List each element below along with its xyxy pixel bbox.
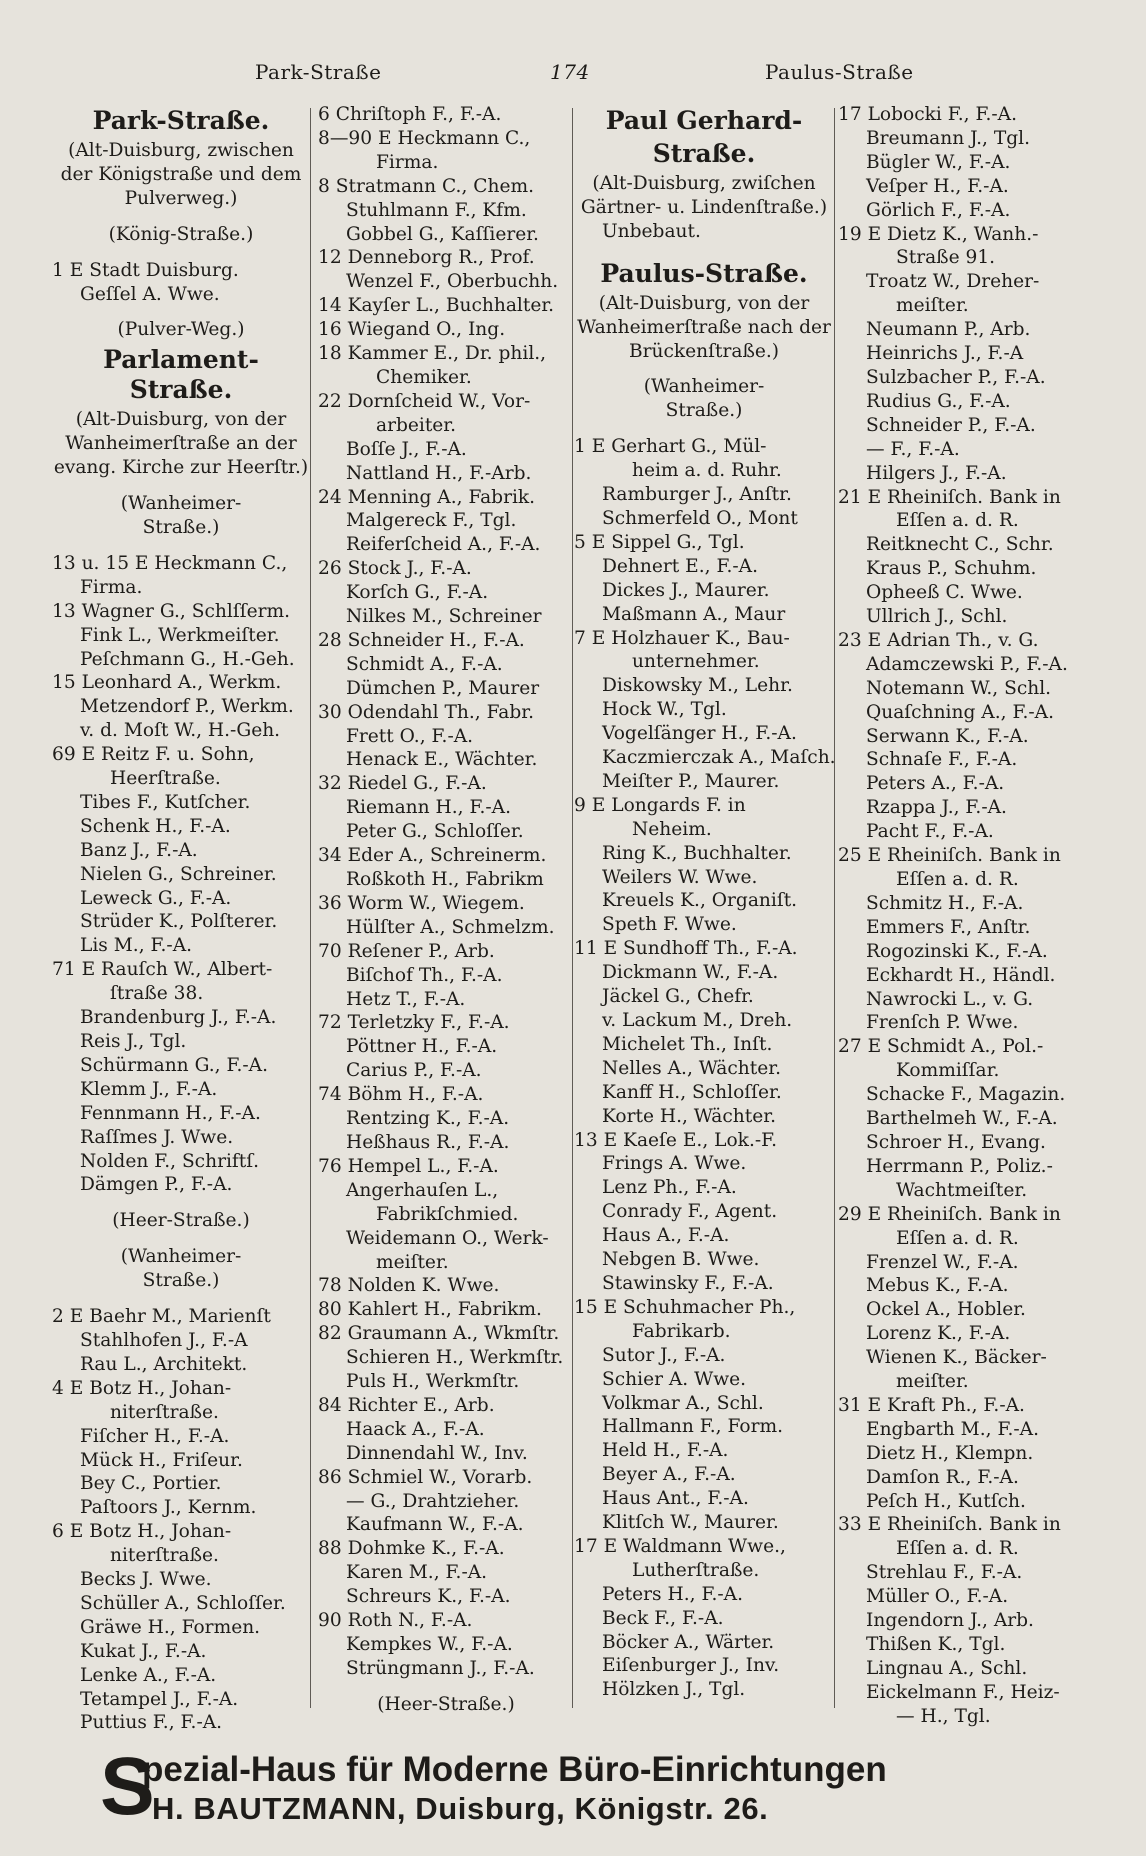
spacer: [52, 1293, 310, 1305]
entry-continuation: Kommiſſar.: [896, 1060, 1000, 1082]
column-3: [574, 103, 834, 1713]
house-number-entry: 82 Graumann A., Wkmſtr.: [318, 1323, 560, 1345]
spacer: [574, 423, 834, 435]
house-number-entry: 16 Wiegand O., Ing.: [318, 319, 506, 341]
house-number-entry: 6 Chriſtoph F., F.-A.: [318, 104, 502, 125]
resident-entry: Peſchmann G., H.-Geh.: [80, 648, 295, 670]
resident-entry: Haus Ant., F.-A.: [602, 1488, 749, 1510]
resident-entry: Ramburger J., Anſtr.: [602, 484, 792, 506]
spacer: [52, 1197, 310, 1209]
spacer: [52, 1233, 310, 1245]
spacer: [52, 540, 310, 552]
house-number-entry: 9 E Longards F. in: [574, 794, 746, 816]
resident-entry: Rzappa J., F.-A.: [866, 797, 1007, 819]
resident-entry: Heinrichs J., F.-A: [866, 343, 1024, 365]
resident-entry: Emmers F., Anſtr.: [866, 916, 1031, 938]
resident-entry: Schenk H., F.-A.: [80, 815, 231, 837]
street-note: (Alt-Duisburg, zwiſchen: [592, 173, 816, 194]
resident-entry: Opheeß C. Wwe.: [866, 582, 1023, 604]
resident-entry: Puls H., Werkmſtr.: [346, 1371, 520, 1393]
house-number-entry: 5 E Sippel G., Tgl.: [574, 531, 745, 553]
resident-entry: Thißen K., Tgl.: [866, 1634, 1006, 1655]
house-number-entry: 74 Böhm H., F.-A.: [318, 1084, 484, 1106]
resident-entry: Hilgers J., F.-A.: [866, 462, 1007, 484]
resident-entry: Damſon R., F.-A.: [866, 1466, 1019, 1488]
column-rule: [834, 108, 835, 1708]
ad-initial-letter: S: [100, 1741, 155, 1832]
house-number-entry: 15 E Schuhmacher Ph.,: [574, 1296, 796, 1318]
house-number-entry: 17 Lobocki F., F.-A.: [838, 104, 1018, 125]
resident-entry: Haus A., F.-A.: [602, 1225, 730, 1247]
resident-entry: Beck F., F.-A.: [602, 1607, 724, 1629]
resident-entry: Puttius F., F.-A.: [80, 1712, 223, 1734]
resident-entry: Paſtoors J., Kernm.: [80, 1497, 257, 1519]
street-note: evang. Kirche zur Heerſtr.): [53, 457, 309, 479]
spacer: [574, 244, 834, 256]
resident-entry: Held H., F.-A.: [602, 1440, 729, 1462]
house-number-entry: 13 u. 15 E Heckmann C.,: [52, 552, 288, 574]
resident-entry: Beyer A., F.-A.: [602, 1464, 736, 1486]
resident-entry: Dinnendahl W., Inv.: [346, 1442, 528, 1464]
house-number-entry: 4 E Botz H., Johan-: [52, 1377, 232, 1399]
entry-continuation: Eſſen a. d. R.: [896, 1538, 1019, 1560]
resident-entry: Meiſter P., Maurer.: [602, 770, 780, 792]
resident-entry: Ullrich J., Schl.: [866, 606, 1008, 628]
running-header-right: Paulus-Straße: [765, 60, 914, 84]
street-heading: Park-Straße.: [92, 106, 270, 135]
resident-entry: Conrady F., Agent.: [602, 1201, 778, 1223]
house-number-entry: 32 Riedel G., F.-A.: [318, 773, 487, 795]
resident-entry: Lis M., F.-A.: [80, 935, 193, 957]
house-number-entry: 78 Nolden K. Wwe.: [318, 1275, 500, 1297]
resident-entry: Mück H., Friſeur.: [80, 1449, 243, 1471]
street-heading: Paul Gerhard-: [605, 106, 803, 135]
resident-entry: Roßkoth H., Fabrikm: [346, 869, 544, 890]
resident-entry: Nelles A., Wächter.: [602, 1057, 781, 1079]
entry-continuation: Lutherſtraße.: [632, 1559, 760, 1581]
resident-entry: Kaufmann W., F.-A.: [346, 1514, 524, 1536]
resident-entry: Dickmann W., F.-A.: [602, 962, 779, 984]
house-number-entry: 27 E Schmidt A., Pol.-: [838, 1036, 1044, 1058]
resident-entry: Dämgen P., F.-A.: [80, 1174, 233, 1196]
resident-entry: Ring K., Buchhalter.: [602, 842, 792, 864]
resident-entry: Kraus P., Schuhm.: [866, 558, 1037, 580]
resident-entry: Firma.: [80, 576, 143, 598]
resident-entry: Bügler W., F.-A.: [866, 151, 1011, 173]
resident-entry: Wienen K., Bäcker-: [866, 1347, 1047, 1369]
resident-entry: Volkmar A., Schl.: [602, 1392, 764, 1414]
resident-entry: Veſper H., F.-A.: [866, 175, 1009, 197]
entry-continuation: Heerſtraße.: [110, 768, 221, 790]
resident-entry: Engbarth M., F.-A.: [866, 1418, 1039, 1440]
street-note: Straße.): [665, 400, 743, 422]
advertisement-footer: [100, 1741, 1080, 1832]
entry-continuation: ſtraße 38.: [110, 983, 204, 1005]
resident-entry: Schneider P., F.-A.: [866, 414, 1036, 436]
entry-continuation: — H., Tgl.: [896, 1705, 991, 1727]
house-number-entry: 11 E Sundhoff Th., F.-A.: [574, 938, 798, 960]
column-2: [318, 103, 574, 1713]
resident-entry: Malgereck F., Tgl.: [346, 510, 517, 532]
house-number-entry: 72 Terletzky F., F.-A.: [318, 1012, 510, 1034]
resident-entry: Rogozinski K., F.-A.: [866, 940, 1048, 962]
resident-entry: Bey C., Portier.: [80, 1473, 222, 1495]
resident-entry: Hock W., Tgl.: [602, 699, 727, 721]
street-note: Gärtner- u. Lindenſtraße.): [580, 196, 828, 218]
street-note: Pulverweg.): [124, 187, 238, 209]
street-heading: Straße.: [652, 139, 756, 168]
house-number-entry: 30 Odendahl Th., Fabr.: [318, 701, 535, 723]
resident-entry: Eiſenburger J., Inv.: [602, 1655, 780, 1677]
entry-continuation: Straße 91.: [896, 247, 996, 269]
resident-entry: Schnaſe F., F.-A.: [866, 749, 1018, 771]
spacer: [52, 480, 310, 492]
spacer: [52, 211, 310, 223]
resident-entry: Sutor J., F.-A.: [602, 1344, 726, 1366]
resident-entry: Kukat J., F.-A.: [80, 1640, 207, 1662]
resident-entry: Eckhardt H., Händl.: [866, 964, 1056, 986]
resident-entry: Reitknecht C., Schr.: [866, 534, 1054, 556]
resident-entry: Böcker A., Wärter.: [602, 1631, 775, 1653]
resident-entry: Leweck G., F.-A.: [80, 887, 232, 909]
resident-entry: Lorenz K., F.-A.: [866, 1323, 1011, 1345]
street-note: (Alt-Duisburg, von der: [75, 409, 287, 431]
house-number-entry: 15 Leonhard A., Werkm.: [52, 672, 282, 694]
resident-entry: Klemm J., F.-A.: [80, 1078, 218, 1100]
resident-entry: Weidemann O., Werk-: [346, 1227, 549, 1249]
running-header-left: Park-Straße: [255, 60, 382, 84]
house-number-entry: 76 Hempel L., F.-A.: [318, 1155, 499, 1177]
spacer: [52, 306, 310, 318]
house-number-entry: 2 E Baehr M., Marienſt: [52, 1306, 271, 1328]
house-number-entry: 22 Dornſcheid W., Vor-: [318, 390, 531, 412]
street-note: Straße.): [142, 1270, 220, 1292]
resident-entry: Nielen G., Schreiner.: [80, 863, 277, 885]
ad-line-2: H. BAUTZMANN, Duisburg, Königstr. 26.: [152, 1791, 769, 1826]
entry-continuation: Fabrikſchmied.: [376, 1203, 519, 1225]
resident-entry: Pöttner H., F.-A.: [346, 1036, 498, 1058]
resident-entry: Dümchen P., Maurer: [346, 677, 540, 699]
resident-entry: Schmerfeld O., Mont: [602, 507, 798, 529]
entry-continuation: meiſter.: [376, 1251, 449, 1273]
house-number-entry: 80 Kahlert H., Fabrikm.: [318, 1299, 542, 1321]
street-heading: Paulus-Straße.: [600, 258, 808, 288]
entry-continuation: Neheim.: [632, 818, 712, 840]
house-number-entry: 70 Reſener P., Arb.: [318, 940, 495, 962]
street-note: Wanheimerſtraße nach der: [577, 316, 831, 338]
house-number-entry: 28 Schneider H., F.-A.: [318, 629, 525, 651]
resident-entry: Mebus K., F.-A.: [866, 1275, 1009, 1297]
house-number-entry: 29 E Rheiniſch. Bank in: [838, 1203, 1061, 1225]
entry-continuation: Eſſen a. d. R.: [896, 1227, 1019, 1249]
resident-entry: Quaſchning A., F.-A.: [866, 701, 1054, 723]
resident-entry: Gräwe H., Formen.: [80, 1616, 261, 1638]
resident-entry: Serwann K., F.-A.: [866, 725, 1029, 747]
resident-entry: — G., Drahtzieher.: [346, 1490, 520, 1512]
house-number-entry: 14 Kayſer L., Buchhalter.: [318, 295, 555, 317]
resident-entry: Schmitz H., F.-A.: [866, 892, 1024, 914]
resident-entry: Frett O., F.-A.: [346, 725, 474, 747]
resident-entry: Ockel A., Hobler.: [866, 1299, 1026, 1321]
house-number-entry: 18 Kammer E., Dr. phil.,: [318, 343, 547, 365]
spacer: [574, 363, 834, 375]
house-number-entry: 24 Menning A., Fabrik.: [318, 486, 536, 508]
resident-entry: Schürmann G., F.-A.: [80, 1054, 269, 1076]
street-note: (Wanheimer-: [643, 376, 765, 398]
entry-continuation: unternehmer.: [632, 651, 760, 673]
resident-entry: v. Lackum M., Dreh.: [602, 1010, 793, 1031]
resident-entry: Hetz T., F.-A.: [346, 988, 466, 1010]
resident-entry: Eickelmann F., Heiz-: [866, 1681, 1060, 1703]
resident-entry: Tibes F., Kutſcher.: [80, 791, 251, 813]
resident-entry: Jäckel G., Chefr.: [602, 986, 754, 1008]
street-note: der Königstraße und dem: [60, 163, 302, 185]
resident-entry: Breumann J., Tgl.: [866, 127, 1031, 149]
street-note: (Heer-Straße.): [377, 1693, 515, 1715]
resident-entry: Speth F. Wwe.: [602, 914, 737, 936]
resident-entry: Kreuels K., Organiſt.: [602, 890, 798, 912]
resident-entry: Hallmann F., Form.: [602, 1416, 784, 1438]
entry-continuation: Wachtmeiſter.: [896, 1179, 1028, 1201]
resident-entry: Stahlhofen J., F.-A: [80, 1329, 248, 1351]
resident-entry: Schreurs K., F.-A.: [346, 1586, 511, 1608]
entry-continuation: meiſter.: [896, 1371, 969, 1393]
resident-entry: Strüder K., Polſterer.: [80, 911, 278, 933]
house-number-entry: 34 Eder A., Schreinerm.: [318, 845, 547, 867]
house-number-entry: 88 Dohmke K., F.-A.: [318, 1538, 505, 1560]
resident-entry: Peter G., Schloſſer.: [346, 821, 524, 843]
resident-entry: Pacht F., F.-A.: [866, 821, 994, 843]
resident-entry: Reis J., Tgl.: [80, 1031, 187, 1052]
resident-entry: Lenke A., F.-A.: [80, 1664, 217, 1686]
house-number-entry: 1 E Gerhart G., Mül-: [574, 436, 767, 458]
resident-entry: Riemann H., F.-A.: [346, 797, 512, 819]
resident-entry: Troatz W., Dreher-: [866, 271, 1040, 293]
resident-entry: Frings A. Wwe.: [602, 1153, 747, 1175]
resident-entry: — F., F.-A.: [866, 438, 960, 460]
resident-entry: Schacke F., Magazin.: [866, 1084, 1066, 1106]
resident-entry: Heßhaus R., F.-A.: [346, 1131, 510, 1153]
house-number-entry: 21 E Rheiniſch. Bank in: [838, 486, 1061, 508]
resident-entry: Barthelmeh W., F.-A.: [866, 1108, 1058, 1130]
resident-entry: Hülſter A., Schmelzm.: [346, 916, 555, 938]
resident-entry: Becks J. Wwe.: [80, 1569, 212, 1591]
resident-entry: Klitſch W., Maurer.: [602, 1512, 779, 1534]
resident-entry: Schroer H., Evang.: [866, 1131, 1046, 1153]
house-number-entry: 17 E Waldmann Wwe.,: [574, 1535, 786, 1557]
resident-entry: Korte H., Wächter.: [602, 1105, 777, 1127]
resident-entry: Brandenburg J., F.-A.: [80, 1007, 277, 1029]
resident-entry: Gobbel G., Kaſſierer.: [346, 223, 539, 245]
resident-entry: Schüller A., Schloſſer.: [80, 1592, 286, 1614]
resident-entry: Herrmann P., Poliz.-: [866, 1155, 1053, 1177]
street-note: (Alt-Duisburg, zwischen: [68, 140, 294, 161]
house-number-entry: 13 Wagner G., Schlſſerm.: [52, 600, 291, 622]
resident-entry: Fennmann H., F.-A.: [80, 1102, 261, 1124]
street-note: Straße.): [142, 516, 220, 538]
resident-entry: Angerhauſen L.,: [346, 1179, 499, 1201]
entry-continuation: Fabrikarb.: [632, 1320, 731, 1342]
street-note: Wanheimerſtraße an der: [65, 433, 297, 455]
entry-continuation: Chemiker.: [376, 366, 472, 388]
column-rule: [310, 108, 311, 1708]
house-number-entry: 71 E Rauſch W., Albert-: [52, 959, 273, 981]
entry-continuation: Eſſen a. d. R.: [896, 869, 1019, 890]
house-number-entry: 33 E Rheiniſch. Bank in: [838, 1514, 1061, 1536]
resident-entry: Nawrocki L., v. G.: [866, 988, 1034, 1010]
resident-entry: Strüngmann J., F.-A.: [346, 1657, 535, 1679]
resident-entry: Diskowsky M., Lehr.: [602, 675, 793, 697]
resident-entry: Biſchof Th., F.-A.: [346, 964, 503, 986]
resident-entry: Lingnau A., Schl.: [866, 1657, 1028, 1679]
street-note: (Wanheimer-: [120, 1246, 242, 1268]
entry-continuation: niterſtraße.: [110, 1401, 219, 1423]
resident-entry: Lenz Ph., F.-A.: [602, 1177, 737, 1199]
resident-entry: Boſſe J., F.-A.: [346, 438, 467, 460]
resident-entry: Fink L., Werkmeiſter.: [80, 624, 280, 646]
resident-entry: Nolden F., Schriftſ.: [80, 1150, 260, 1172]
resident-entry: Henack E., Wächter.: [346, 749, 538, 771]
resident-entry: Notemann W., Schl.: [866, 677, 1052, 699]
house-number-entry: 1 E Stadt Duisburg.: [52, 259, 239, 281]
entry-continuation: Firma.: [376, 151, 439, 173]
resident-entry: Peters H., F.-A.: [602, 1583, 743, 1605]
resident-entry: Adamczewski P., F.-A.: [866, 653, 1068, 675]
house-number-entry: 84 Richter E., Arb.: [318, 1394, 495, 1416]
resident-entry: Geſſel A. Wwe.: [80, 283, 220, 305]
resident-entry: Frenſch P. Wwe.: [866, 1012, 1019, 1034]
entry-continuation: arbeiter.: [376, 414, 457, 436]
resident-entry: Rentzing K., F.-A.: [346, 1108, 510, 1130]
resident-entry: Vogelſänger H., F.-A.: [602, 723, 797, 745]
house-number-entry: 31 E Kraft Ph., F.-A.: [838, 1394, 1025, 1416]
resident-entry: Reiferſcheid A., F.-A.: [346, 534, 541, 556]
resident-entry: Stuhlmann F., Kfm.: [346, 199, 527, 221]
house-number-entry: 13 E Kaeſe E., Lok.-F.: [574, 1129, 778, 1151]
resident-entry: Ingendorn J., Arb.: [866, 1610, 1034, 1632]
resident-entry: Stawinsky F., F.-A.: [602, 1272, 774, 1294]
house-number-entry: 86 Schmiel W., Vorarb.: [318, 1466, 533, 1488]
resident-entry: Peters A., F.-A.: [866, 773, 1005, 795]
resident-entry: Schieren H., Werkmſtr.: [346, 1347, 564, 1369]
resident-entry: Dietz H., Klempn.: [866, 1442, 1034, 1464]
resident-entry: Frenzel W., F.-A.: [866, 1251, 1019, 1273]
resident-entry: Karen M., F.-A.: [346, 1562, 488, 1584]
resident-entry: Kempkes W., F.-A.: [346, 1634, 513, 1655]
house-number-entry: 36 Worm W., Wiegem.: [318, 892, 525, 914]
resident-entry: Unbebaut.: [602, 220, 701, 242]
house-number-entry: 12 Denneborg R., Prof.: [318, 247, 535, 269]
house-number-entry: 23 E Adrian Th., v. G.: [838, 629, 1039, 651]
spacer: [52, 247, 310, 259]
resident-entry: v. d. Moſt W., H.-Geh.: [80, 720, 281, 742]
resident-entry: Michelet Th., Inſt.: [602, 1033, 773, 1055]
resident-entry: Nebgen B. Wwe.: [602, 1249, 760, 1271]
street-note: (Heer-Straße.): [112, 1210, 250, 1232]
street-note: (Alt-Duisburg, von der: [598, 292, 810, 314]
house-number-entry: 7 E Holzhauer K., Bau-: [574, 627, 790, 649]
page-number: 174: [550, 60, 590, 84]
spacer: [318, 1681, 574, 1693]
house-number-entry: 25 E Rheiniſch. Bank in: [838, 845, 1061, 867]
resident-entry: Dickes J., Maurer.: [602, 579, 770, 601]
entry-continuation: meiſter.: [896, 295, 969, 317]
resident-entry: Görlich F., F.-A.: [866, 199, 1011, 221]
ad-line-1-text: pezial-Haus für Moderne Büro-Einrichtungen: [142, 1750, 887, 1789]
resident-entry: Peſch H., Kutſch.: [866, 1490, 1026, 1512]
resident-entry: Fiſcher H., F.-A.: [80, 1425, 230, 1447]
resident-entry: Müller O., F.-A.: [866, 1586, 1009, 1608]
street-note: (König-Straße.): [108, 223, 254, 245]
resident-entry: Schier A. Wwe.: [602, 1368, 747, 1390]
resident-entry: Banz J., F.-A.: [80, 839, 198, 861]
house-number-entry: 8 Stratmann C., Chem.: [318, 175, 535, 197]
resident-entry: Rudius G., F.-A.: [866, 390, 1011, 412]
house-number-entry: 19 E Dietz K., Wanh.-: [838, 223, 1039, 245]
entry-continuation: niterſtraße.: [110, 1545, 219, 1567]
street-note: Brückenſtraße.): [628, 340, 780, 362]
resident-entry: Hölzken J., Tgl.: [602, 1679, 746, 1701]
resident-entry: Wenzel F., Oberbuchh.: [346, 271, 559, 293]
house-number-entry: 6 E Botz H., Johan-: [52, 1521, 232, 1543]
resident-entry: Nattland H., F.-Arb.: [346, 462, 532, 484]
resident-entry: Metzendorf P., Werkm.: [80, 696, 294, 718]
resident-entry: Schmidt A., F.-A.: [346, 653, 503, 675]
house-number-entry: 90 Roth N., F.-A.: [318, 1610, 473, 1632]
resident-entry: Korſch G., F.-A.: [346, 582, 489, 604]
column-1: [52, 103, 310, 1734]
house-number-entry: 8—90 E Heckmann C.,: [318, 127, 531, 149]
house-number-entry: 26 Stock J., F.-A.: [318, 558, 472, 580]
resident-entry: Neumann P., Arb.: [866, 319, 1031, 341]
resident-entry: Tetampel J., F.-A.: [80, 1688, 239, 1710]
resident-entry: Kanff H., Schloſſer.: [602, 1081, 782, 1103]
resident-entry: Rau L., Architekt.: [80, 1353, 248, 1375]
street-note: (Wanheimer-: [120, 493, 242, 515]
column-4: [838, 103, 1100, 1727]
resident-entry: Kaczmierczak A., Maſch.: [602, 747, 836, 769]
resident-entry: Haack A., F.-A.: [346, 1418, 485, 1440]
resident-entry: Maßmann A., Maur: [602, 603, 786, 625]
street-heading: Parlament-Straße.: [103, 345, 259, 405]
entry-continuation: heim a. d. Ruhr.: [632, 460, 782, 482]
resident-entry: Sulzbacher P., F.-A.: [866, 366, 1046, 388]
street-note: (Pulver-Weg.): [117, 319, 245, 341]
resident-entry: Raſſmes J. Wwe.: [80, 1126, 234, 1148]
entry-continuation: Eſſen a. d. R.: [896, 510, 1019, 532]
resident-entry: Strehlau F., F.-A.: [866, 1562, 1023, 1584]
house-number-entry: 69 E Reitz F. u. Sohn,: [52, 744, 255, 766]
resident-entry: Weilers W. Wwe.: [602, 866, 758, 888]
resident-entry: Nilkes M., Schreiner: [346, 606, 542, 628]
resident-entry: Dehnert E., F.-A.: [602, 555, 758, 577]
resident-entry: Carius P., F.-A.: [346, 1060, 482, 1082]
